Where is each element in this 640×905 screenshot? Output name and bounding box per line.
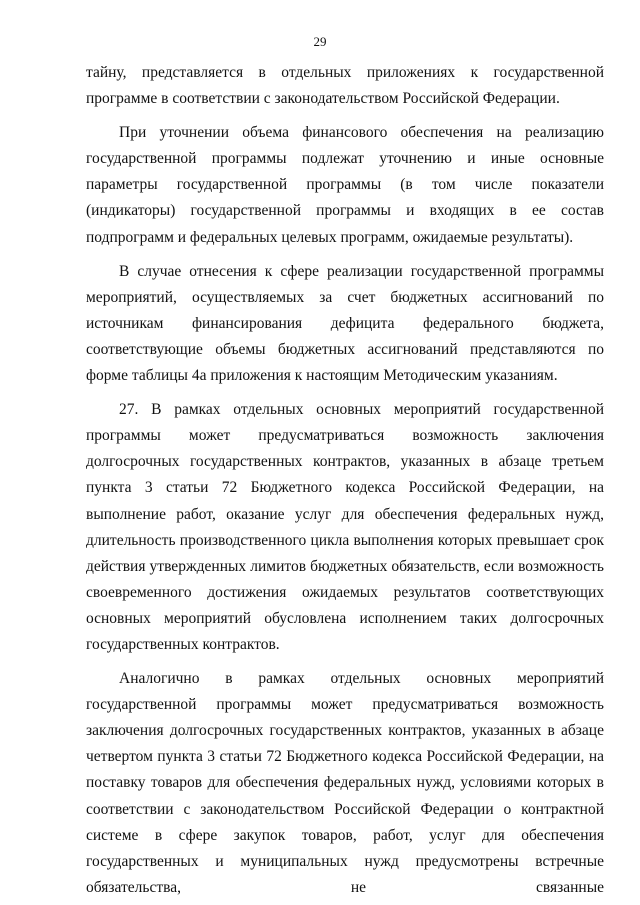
paragraph-continuation: тайну, представляется в отдельных приложениях к государственной программе в соответствии с законодательством Российской Федерации.: [86, 64, 604, 108]
page-number: 29: [313, 34, 327, 49]
document-body: [86, 60, 604, 901]
paragraph-item-27: 27. В рамках отдельных основных мероприятий государственной программы может предусматриваться возможность заключения долгосрочных государственных контрактов, указанных в абзаце третьем пункта 3 статьи 72 Бюджетного кодекса Российской Федерации, на выполнение работ, оказание услуг для обеспечения федеральных нужд, длительность производственного цикла выполнения которых превышает срок действия утвержденных лимитов бюджетных обязательств, если возможность своевременного достижения ожидаемых результатов соответствующих основных мероприятий обусловлена исполнением таких долгосрочных государственных контрактов.: [86, 401, 604, 653]
paragraph-deficit-sources: В случае отнесения к сфере реализации государственной программы мероприятий, осуществляемых за счет бюджетных ассигнований по источникам финансирования дефицита федерального бюджета, соответствующие объемы бюджетных ассигнований представляются по форме таблицы 4а приложения к настоящим Методическим указаниям.: [86, 262, 604, 385]
paragraph-funding-clarification: При уточнении объема финансового обеспечения на реализацию государственной программы подлежат уточнению и иные основные параметры государственной программы (в том числе показатели (индикаторы) государственной программы и входящих в ее состав подпрограмм и федеральных целевых программ, ожидаемые результаты).: [86, 124, 604, 246]
paragraph-long-term-contracts: Аналогично в рамках отдельных основных мероприятий государственной программы может предусматриваться возможность заключения долгосрочных государственных контрактов, указанных в абзаце четвертом пункта 3 статьи 72 Бюджетного кодекса Российской Федерации, на поставку товаров для обеспечения федеральных нужд, условиями которых в соответствии с законодательством Российской Федерации о контрактной системе в сфере закупок товаров, работ, услуг для обеспечения государственных и муниципальных нужд предусмотрены встречные обязательства, не связанные: [86, 670, 604, 896]
